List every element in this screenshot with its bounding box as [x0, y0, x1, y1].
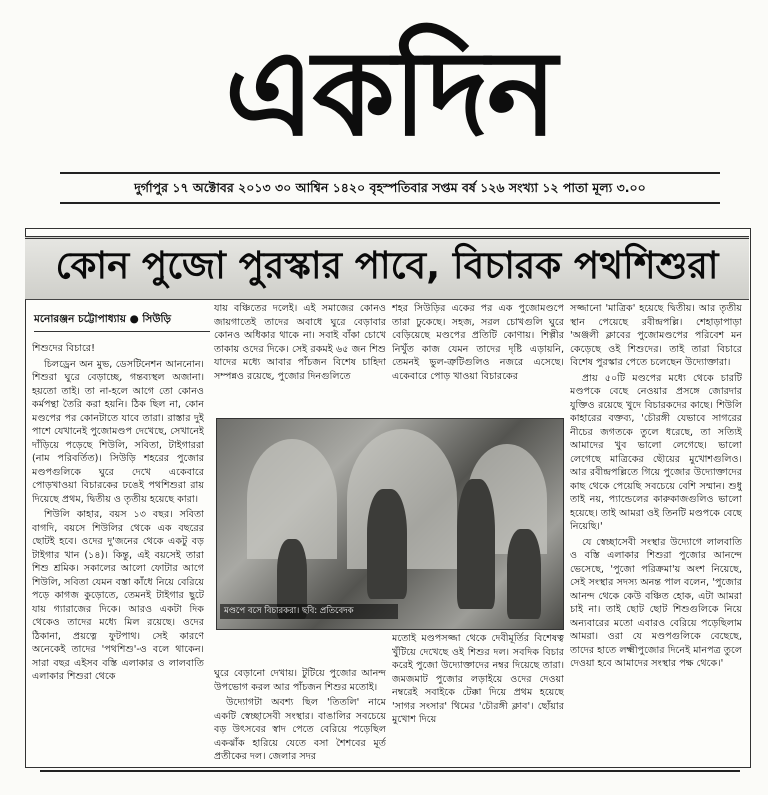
paragraph: উদ্যোগটা অবশ্য ছিল 'তিতলি' নামে একটি স্বেচ্ছাসেবী সংস্থার। বাঙালির সবচেয়ে বড় উৎসবের স্বাদ পেতে বেরিয়ে পড়েছিল একঝাঁক হারিয়ে যেতে বসা শৈশবের মূর্ত প্রতীকের দল। জেলার সদর [214, 697, 386, 762]
paragraph: মতোই মণ্ডপসজ্জা থেকে দেবীমূর্তির বিশেষত্ব খুঁটিয়ে দেখেছে ওই শিশুর দল। সবদিক বিচার করেই পুজো উদ্যোক্তাদের নম্বর দিয়েছে তারা। জমজমাট পুজোর লড়াইয়ে ওদের দেওয়া নম্বরেই সবাইকে টেক্কা দিয়ে প্রথম হয়েছে 'সাগর সংসার' থিমের 'চৌরঙ্গী ক্লাব'। ছোঁয়ার মুখোশ দিয়ে [392, 633, 564, 725]
paragraph: শিশুদের বিচারে! [32, 343, 95, 354]
article-column-4 [570, 302, 742, 764]
dateline: দুর্গাপুর ১৭ অক্টোবর ২০১৩ ৩০ আশ্বিন ১৪২০ বৃহস্পতিবার সপ্তম বর্ষ ১২৬ সংখ্যা ১২ পাতা মূল্য ৩.০০ [134, 180, 646, 195]
paragraph: শিউলি কাহার, বয়স ১৩ বছর। সবিতা বাগদি, বয়সে শিউলির থেকে এক বছরের ছোটই হবে। ওদের দু'জনের থেকে একটু বড় টাইগার খান (১৪)। কিন্তু, এই বয়সেই তারা শিশু শ্রমিক। সকালের আলো ফোটার আগে শিউলি, সবিতা যেমন বস্তা কাঁধে নিয়ে বেরিয়ে পড়ে কাগজ কুড়োতে, তেমনই টাইগার ছুটে যায় গ্যারাজের দিকে। আরও একটা দিক থেকেও তাদের মধ্যে মিল রয়েছে। ওদের ঠিকানা, প্রয়ত্নে ফুটপাথ। সেই কারণে অনেকেই তাদের 'পথশিশু'-ও বলে থাকেন। সারা বছর এইসব বস্তি এলাকার ও লালবাতি এলাকার শিশুরা থেকে [32, 509, 204, 682]
page-bottom-rule [40, 770, 740, 772]
article-column-2-bottom [214, 667, 386, 764]
photo-figure [507, 529, 541, 619]
masthead-title: একদিন [224, 24, 556, 162]
paragraph: চিলড্রেন অন মুভ, ডেসটিনেশন আননোন। শিশুরা ঘুরে বেড়াচ্ছে, গন্তব্যস্থল অজানা। হয়তো তাই। তা না-হলে আগে তো কোনও কর্মপন্থা তৈরি করা হয়নি। ঠিক ছিল না, কোন মণ্ডপের পর কোনটাতে যাবে তারা। রাস্তার দুই পাশে যেখানেই পুজোমণ্ডপ দেখেছে, সেখানেই দাঁড়িয়ে পড়েছে শিউলি, সবিতা, টাইগাররা (নাম পরিবর্তিত)। সিউড়ি শহরের পুজোর মণ্ডপগুলিকে ঘুরে দেখে একেবারে পোড়খাওয়া বিচারকের ঢঙেই পথশিশুরা রায় দিয়েছে প্রথম, দ্বিতীয় ও তৃতীয় হয়েছে কারা। [32, 358, 204, 505]
article-byline: মনোরঞ্জন চট্টোপাধ্যায় ● সিউড়ি [34, 312, 210, 332]
article-headline: কোন পুজো পুরস্কার পাবে, বিচারক পথশিশুরা [55, 244, 719, 287]
paragraph: সজ্জানো 'মাত্রিক' হয়েছে দ্বিতীয়। আর তৃতীয় স্থান পেয়েছে রবীন্দ্রপল্লি। শেহাড়াপাড়া 'অঞ্জলী ক্লাবের পুজোমণ্ডপের পরিবেশ মন কেড়েছে ওই শিশুদের। তাই তারা বিচারে বিশেষ পুরস্কার পেতে চলেছেন উদ্যোক্তারা। [570, 303, 742, 368]
masthead-rule-top [60, 172, 720, 174]
article-column-1 [32, 342, 204, 762]
article-column-3-bottom [392, 632, 564, 764]
paragraph: প্রায় ৫০টি মণ্ডপের মধ্যে থেকে চারটি মণ্ডপকে বেছে নেওয়ার প্রসঙ্গে জোরদার যুক্তিও রয়েছে খুদে বিচারকদের কাছে। শিউলি কাহারের বক্তব্য, 'চৌরঙ্গী যেভাবে সাগরের নীচের জগতকে তুলে ধরেছে, তা সত্যিই আমাদের খুব ভালো লেগেছে। ভালো লেগেছে মাত্রিকের ছৌয়ের মুখোশগুলিও। আর রবীন্দ্রপল্লিতে গিয়ে পুজোর উদ্যোক্তাদের কাছ থেকে পেয়েছি সবচেয়ে বেশি সম্মান। শুধু তাই নয়, প্যান্ডেলের কারুকাজগুলিও ভালো হয়েছে। তাই আমরা ওই তিনটি মণ্ডপকে বেছে নিয়েছি।' [570, 372, 742, 532]
paragraph: ঘুরে বেড়ানো দেখায়। টুটিয়ে পুজোর আনন্দ উপভোগ করল আর পাঁচজন শিশুর মতোই। [214, 668, 386, 693]
paragraph: শহর সিউড়ির একের পর এক পুজোমণ্ডপে তারা ঢুকেছে। সহজ, সরল চোখগুলি ঘুরে বেড়িয়েছে মণ্ডপের প্রতিটি কোণায়। শিল্পীর নিখুঁত কাজ যেমন তাদের দৃষ্টি এড়ায়নি, তেমনই ভুল-ত্রুটিগুলিও নজরে এসেছে। একেবারে পোড় খাওয়া বিচারকের [392, 303, 564, 382]
photo-figure [367, 489, 407, 599]
article-column-3-top [392, 302, 564, 416]
photo-figure [457, 479, 495, 609]
masthead-rule-bottom [60, 202, 720, 204]
photo-caption: মণ্ডপে বসে বিচারকরা। ছবি: প্রতিবেদক [220, 604, 398, 619]
article-column-2-top [214, 302, 386, 416]
paragraph: যায় বঞ্চিতের দলেই। এই সমাজের কোনও জায়গাতেই তাদের অবাধে ঘুরে বেড়াবার কোনও অধিকার থাকে না। সবাই বাঁকা চোখে তাকায় ওদের দিকে। সেই রকমই ৬৫ জন শিশু যাদের মধ্যে আবার পাঁচজন বিশেষ চাহিদা সম্পন্নও রয়েছে, পুজোর দিনগুলিতে [214, 303, 386, 382]
paragraph: যে স্বেচ্ছাসেবী সংস্থার উদ্যোগে লালবাতি ও বস্তি এলাকার শিশুরা পুজোর আনন্দে ভেসেছে, 'পুজো পরিক্রমা'য় অংশ নিয়েছে, সেই সংস্থার সদস্য অনন্ত পাল বলেন, 'পুজোর আনন্দ থেকে কেউ বঞ্চিত হোক, এটা আমরা চাই না। তাই ছোট ছোট শিশুগুলিকে নিয়ে অন্যবারের মতো এবারও বেরিয়ে পড়েছিলাম আমরা। ওরা যে মণ্ডপগুলিকে বেছেছে, তাদের হাতে লক্ষ্মীপুজোর দিনেই মানপত্র তুলে দেওয়া হবে আমাদের সংস্থার পক্ষ থেকে।' [570, 536, 742, 669]
article-photo [216, 418, 564, 630]
